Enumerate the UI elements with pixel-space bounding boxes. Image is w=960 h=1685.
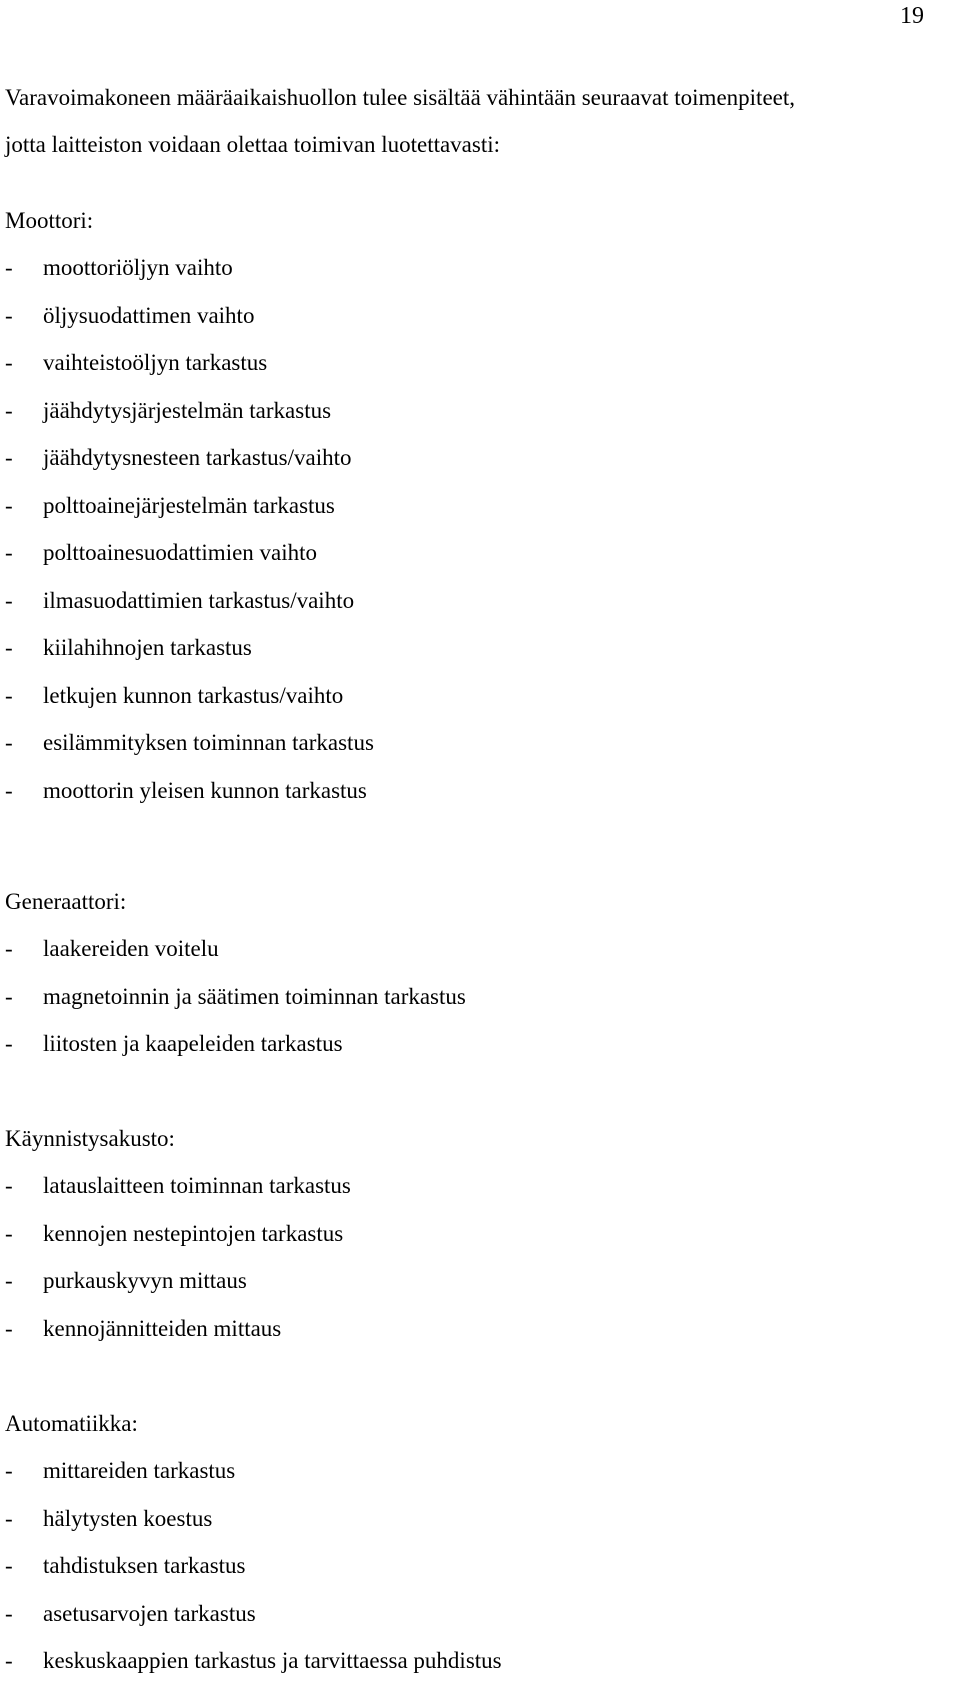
bullet-dash: - — [5, 1220, 13, 1246]
list-item — [5, 292, 935, 340]
list-item-text: keskuskaappien tarkastus ja tarvittaessa puhdistus — [43, 1648, 502, 1673]
list-item — [5, 672, 935, 720]
intro-paragraph — [5, 74, 935, 168]
bullet-dash: - — [5, 777, 13, 803]
list-item-text: liitosten ja kaapeleiden tarkastus — [43, 1031, 343, 1056]
section-title-generaattori: Generaattori: — [5, 889, 127, 914]
bullet-dash: - — [5, 587, 13, 613]
section-moottori — [5, 197, 935, 814]
list-item — [5, 1447, 935, 1495]
list-item — [5, 1210, 935, 1258]
list-item-text: jäähdytysnesteen tarkastus/vaihto — [43, 445, 352, 470]
list-item-text: polttoainesuodattimien vaihto — [43, 540, 318, 565]
list-item — [5, 925, 935, 973]
list-item-text: laakereiden voitelu — [43, 936, 219, 961]
bullet-dash: - — [5, 936, 13, 961]
bullet-dash: - — [5, 1505, 13, 1531]
bullet-dash: - — [5, 682, 13, 708]
list-item-text: asetusarvojen tarkastus — [43, 1600, 256, 1626]
list-item-text: öljysuodattimen vaihto — [43, 302, 255, 328]
bullet-dash: - — [5, 350, 13, 375]
bullet-dash: - — [5, 1648, 13, 1673]
list-item-text: vaihteistoöljyn tarkastus — [43, 350, 268, 375]
list-item-text: jäähdytysjärjestelmän tarkastus — [43, 397, 332, 423]
list-item — [5, 387, 935, 435]
list-item-text: ilmasuodattimien tarkastus/vaihto — [43, 587, 355, 613]
bullet-dash: - — [5, 1268, 13, 1293]
list-item-text: kennojännitteiden mittaus — [43, 1315, 282, 1341]
list-item-text: latauslaitteen toiminnan tarkastus — [43, 1173, 351, 1198]
list-item-text: moottoriöljyn vaihto — [43, 255, 233, 280]
list-item — [5, 482, 935, 530]
bullet-dash: - — [5, 397, 13, 423]
list-item — [5, 577, 935, 625]
bullet-dash: - — [5, 730, 13, 755]
list-item-text: purkauskyvyn mittaus — [43, 1268, 247, 1293]
section-kaynnistysakusto — [5, 1115, 935, 1352]
list-item-text: esilämmityksen toiminnan tarkastus — [43, 730, 374, 755]
list-item — [5, 1590, 935, 1638]
bullet-dash: - — [5, 1315, 13, 1341]
list-item — [5, 973, 935, 1021]
bullet-dash: - — [5, 1553, 13, 1578]
page-number: 19 — [900, 3, 924, 29]
list-item — [5, 767, 935, 815]
list-item-text: tahdistuksen tarkastus — [43, 1553, 246, 1578]
list-item-text: letkujen kunnon tarkastus/vaihto — [43, 682, 344, 708]
bullet-dash: - — [5, 1031, 13, 1056]
list-item-text: kiilahihnojen tarkastus — [43, 635, 252, 660]
list-item — [5, 434, 935, 482]
list-item-text: kennojen nestepintojen tarkastus — [43, 1220, 344, 1246]
bullet-dash: - — [5, 445, 13, 470]
bullet-dash: - — [5, 302, 13, 328]
list-item — [5, 1495, 935, 1543]
section-title-kaynnistysakusto: Käynnistysakusto: — [5, 1126, 175, 1151]
intro-line-2: jotta laitteiston voidaan olettaa toimivan luotettavasti: — [5, 132, 501, 157]
list-item-text: mittareiden tarkastus — [43, 1458, 236, 1483]
section-automatiikka — [5, 1400, 935, 1685]
list-item — [5, 624, 935, 672]
list-item — [5, 1162, 935, 1210]
list-item — [5, 1305, 935, 1353]
list-item-text: polttoainejärjestelmän tarkastus — [43, 492, 335, 518]
list-item — [5, 1542, 935, 1590]
section-generaattori — [5, 878, 935, 1068]
bullet-dash: - — [5, 1173, 13, 1198]
intro-line-1: Varavoimakoneen määräaikaishuollon tulee sisältää vähintään seuraavat toimenpiteet, — [5, 85, 795, 110]
bullet-dash: - — [5, 1600, 13, 1626]
list-item — [5, 529, 935, 577]
list-item — [5, 1257, 935, 1305]
list-item-text: moottorin yleisen kunnon tarkastus — [43, 777, 367, 803]
bullet-dash: - — [5, 540, 13, 565]
bullet-dash: - — [5, 255, 13, 280]
bullet-dash: - — [5, 1458, 13, 1483]
list-item-text: magnetoinnin ja säätimen toiminnan tarkastus — [43, 983, 466, 1009]
list-item — [5, 1020, 935, 1068]
bullet-dash: - — [5, 983, 13, 1009]
section-title-moottori: Moottori: — [5, 208, 94, 233]
list-item — [5, 244, 935, 292]
section-title-automatiikka: Automatiikka: — [5, 1411, 138, 1436]
bullet-dash: - — [5, 635, 13, 660]
list-item — [5, 1637, 935, 1685]
list-item-text: hälytysten koestus — [43, 1505, 213, 1531]
bullet-dash: - — [5, 492, 13, 518]
list-item — [5, 719, 935, 767]
list-item — [5, 339, 935, 387]
